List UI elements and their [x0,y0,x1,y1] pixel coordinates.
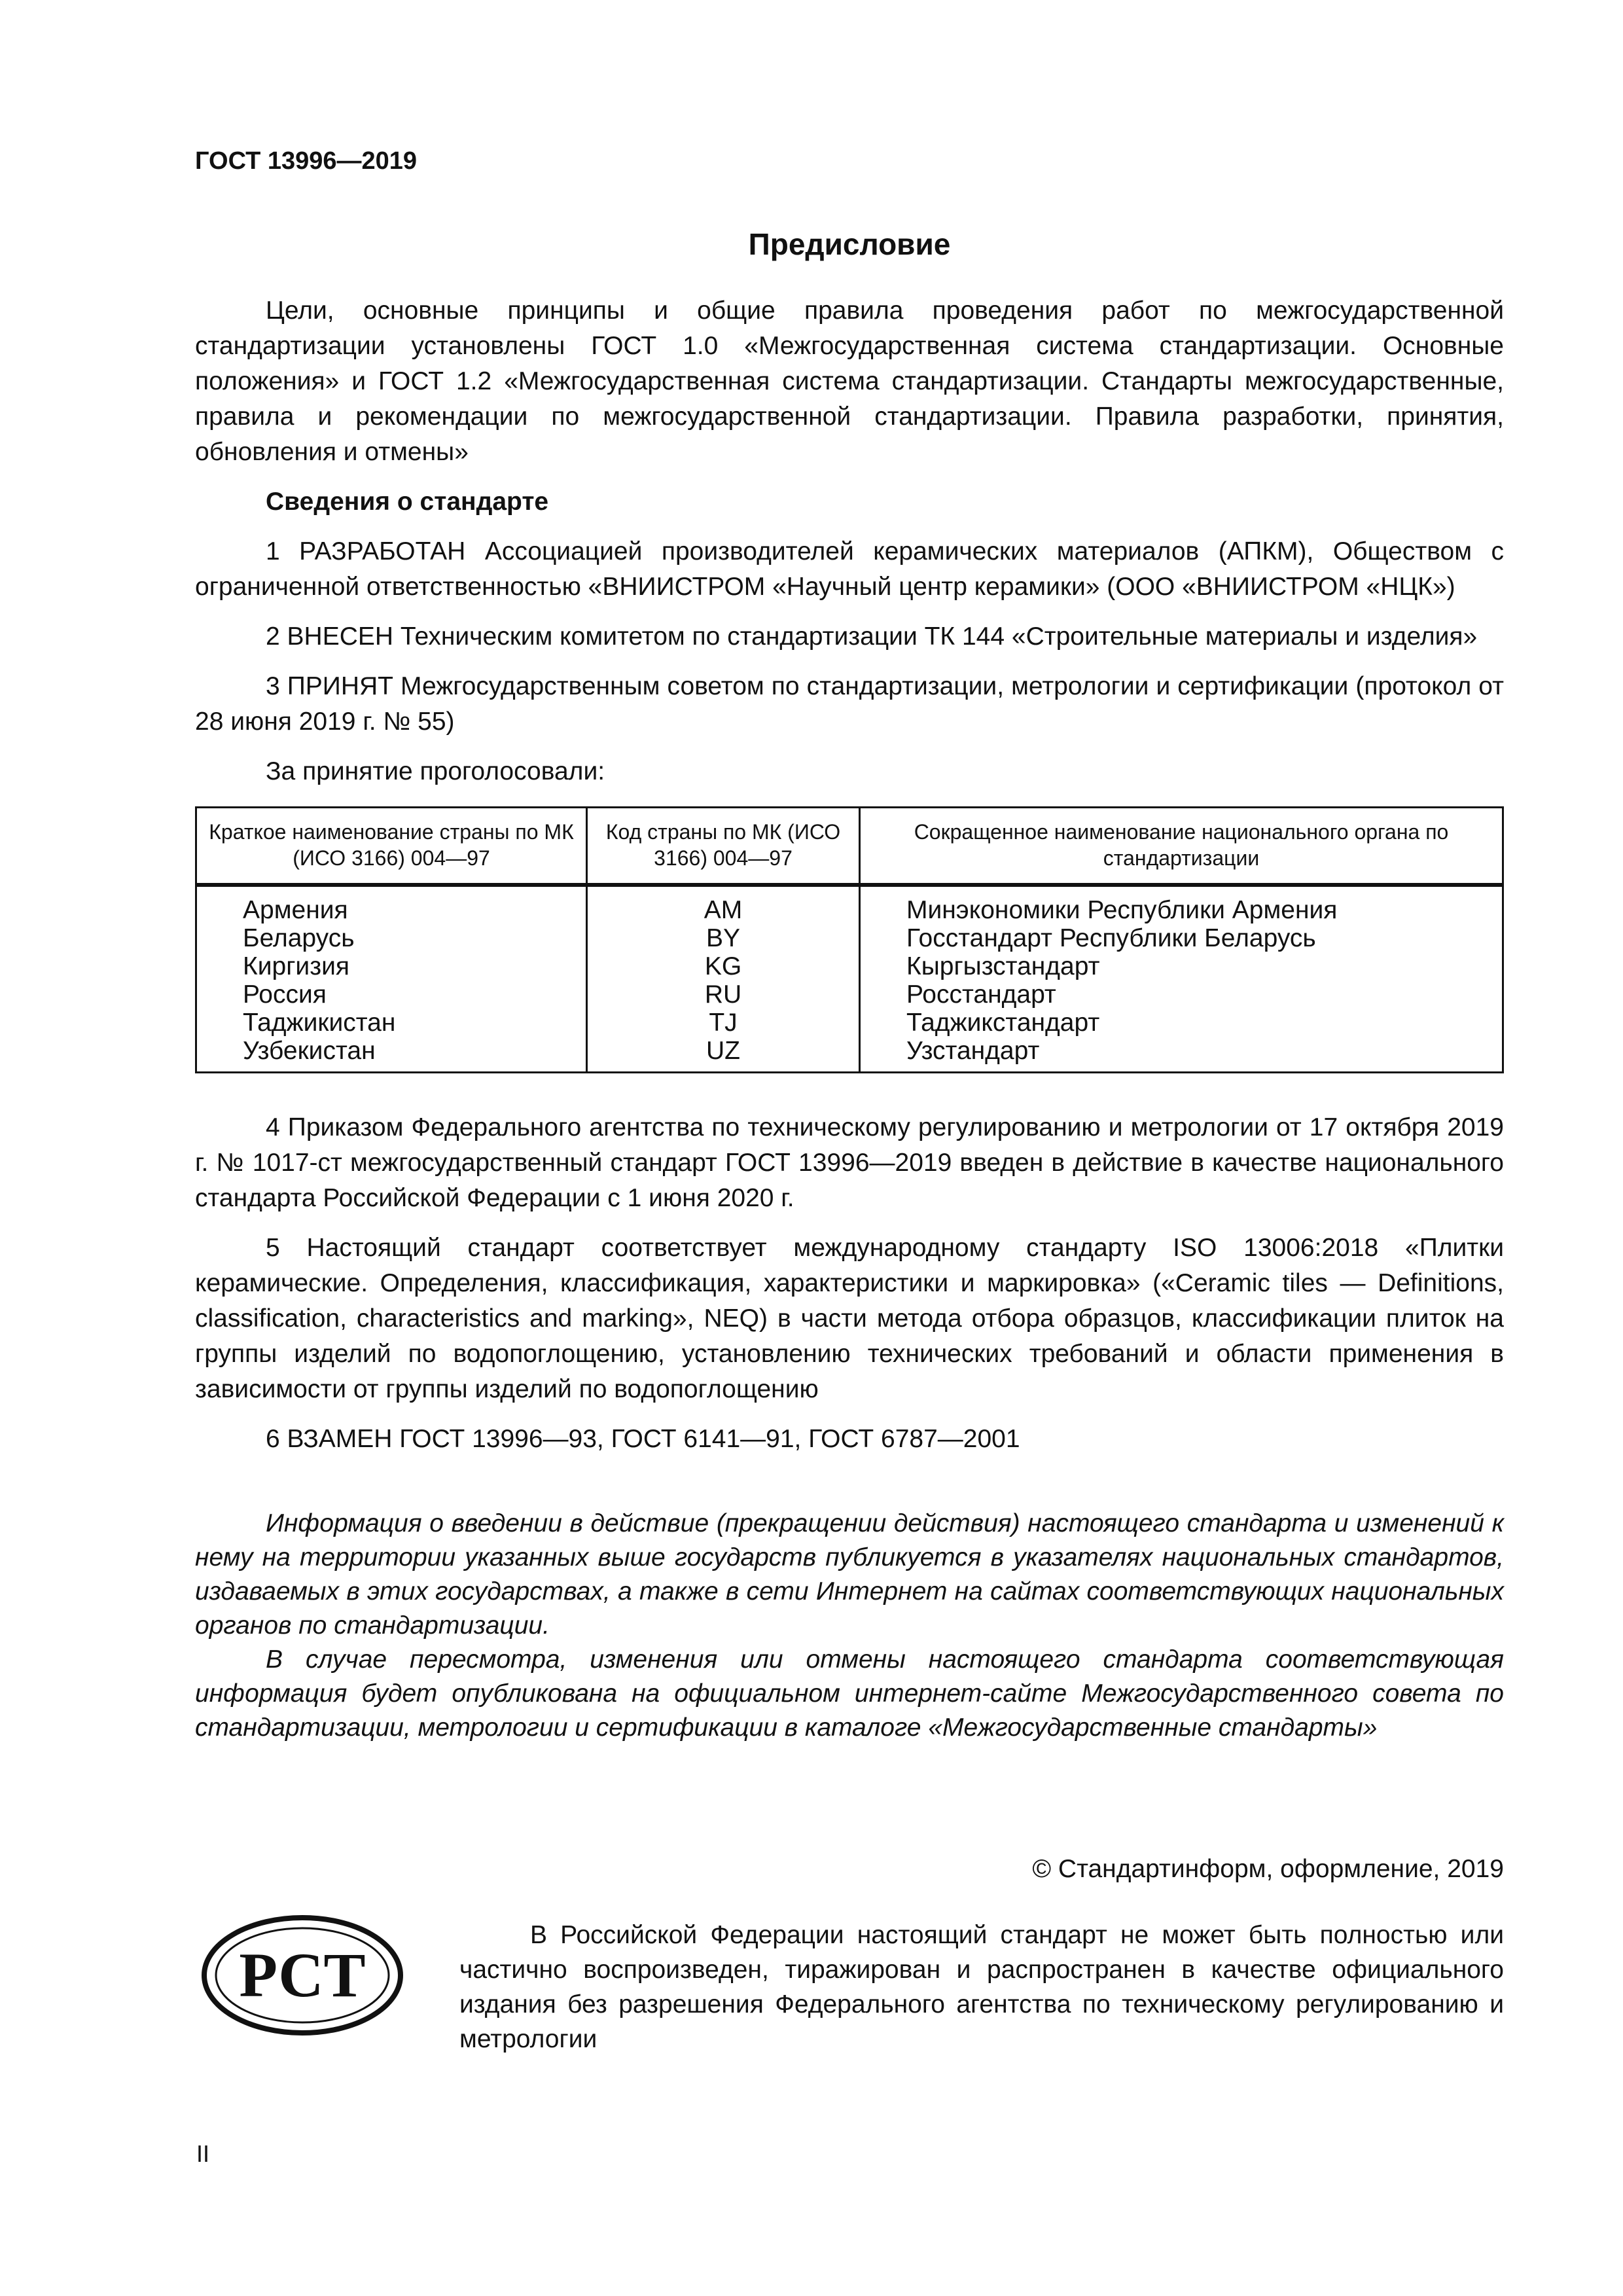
country-code: RU [587,980,860,1009]
country-code: KG [587,952,860,980]
document-body [195,293,1504,1471]
info-item: 1 РАЗРАБОТАН Ассоциацией производителей керамических материалов (АПКМ), Обществом с ограниченной ответственностью «ВНИИСТРОМ «Научный центр керамики» (ООО «ВНИИСТРОМ «НЦК») [195,537,1504,601]
table-header-row [196,808,1503,886]
standards-body: Таджикстандарт [860,1009,1503,1037]
table-row [196,980,1503,1009]
notice-paragraph: В случае пересмотра, изменения или отмены настоящего стандарта соответствующая информация будет опубликована на официальном интернет-сайте Межгосударственного совета по стандартизации, метрологии и сертификации в каталоге «Межгосударственные стандарты» [195,1645,1504,1742]
document-code: ГОСТ 13996—2019 [195,147,418,175]
country-code: UZ [587,1037,860,1073]
country-name: Таджикистан [196,1009,587,1037]
country-code: AM [587,885,860,924]
info-item: 3 ПРИНЯТ Межгосударственным советом по стандартизации, метрологии и сертификации (протокол от 28 июня 2019 г. № 55) [195,672,1504,736]
table-row [196,1009,1503,1037]
standards-body: Узстандарт [860,1037,1503,1073]
page-number: II [196,2140,210,2167]
rst-logo [198,1910,407,2041]
country-name: Россия [196,980,587,1009]
intro-paragraph: Цели, основные принципы и общие правила проведения работ по межгосударственной стандартизации установлены ГОСТ 1.0 «Межгосударственная система стандартизации. Основные положения» и ГОСТ 1.2 «Межгосударственная система стандартизации. Стандарты межгосударственные, правила и рекомендации по межгосударственной стандартизации. Правила разработки, принятия, обновления и отмены» [195,296,1504,466]
info-item: 6 ВЗАМЕН ГОСТ 13996—93, ГОСТ 6141—91, ГОСТ 6787—2001 [266,1425,1020,1453]
standards-body: Госстандарт Республики Беларусь [860,924,1503,952]
standards-body: Кыргызстандарт [860,952,1503,980]
rst-logo-text: РСТ [239,1940,366,2010]
copyright-restriction [459,1918,1504,2056]
country-code: BY [587,924,860,952]
table-row [196,952,1503,980]
page-title: Предисловие [748,227,951,261]
country-code: TJ [587,1009,860,1037]
country-name: Узбекистан [196,1037,587,1073]
standards-body: Минэкономики Республики Армения [860,885,1503,924]
table-row [196,924,1503,952]
info-item: 4 Приказом Федерального агентства по техническому регулированию и метрологии от 17 октября 2019 г. № 1017-ст межгосударственный стандарт ГОСТ 13996—2019 введен в действие в качестве национального стандарта Российской Федерации с 1 июня 2020 г. [195,1113,1504,1212]
info-item: 2 ВНЕСЕН Техническим комитетом по стандартизации ТК 144 «Строительные материалы и изделия» [266,622,1478,651]
country-name: Армения [196,885,587,924]
table-row [196,885,1503,924]
legal-paragraph: В Российской Федерации настоящий стандарт не может быть полностью или частично воспроизведен, тиражирован и распространен в качестве официального издания без разрешения Федерального агентства по техническому регулированию и метрологии [459,1921,1504,2053]
standards-body: Росстандарт [860,980,1503,1009]
country-name: Беларусь [196,924,587,952]
table-header-cell: Краткое наименование страны по МК (ИСО 3166) 004—97 [196,808,587,886]
table-header-cell: Код страны по МК (ИСО 3166) 004—97 [587,808,860,886]
table-header-cell: Сокращенное наименование национального органа по стандартизации [860,808,1503,886]
vote-label: За принятие проголосовали: [266,757,605,785]
table-row [196,1037,1503,1073]
info-item: 5 Настоящий стандарт соответствует международному стандарту ISO 13006:2018 «Плитки керамические. Определения, классификация, характеристики и маркировка» («Ceramic tiles — Definitions, classification, characteristics and marking», NEQ) в части метода отбора образцов, классификации плиток на группы изделий по водопоглощению, установлению технических требований и области применения в зависимости от группы изделий по водопоглощению [195,1234,1504,1403]
rst-logo-icon [198,1910,407,2041]
voting-table [195,806,1504,1073]
notice-paragraph: Информация о введении в действие (прекращении действия) настоящего стандарта и изменений к нему на территории указанных выше государств публикуется в указателях национальных стандартов, издаваемых в этих государствах, а также в сети Интернет на сайтах соответствующих национальных органов по стандартизации. [195,1509,1504,1640]
publication-notice [195,1507,1504,1745]
country-name: Киргизия [196,952,587,980]
standard-info-heading: Сведения о стандарте [266,488,549,516]
copyright-line: © Стандартинформ, оформление, 2019 [1032,1855,1504,1883]
